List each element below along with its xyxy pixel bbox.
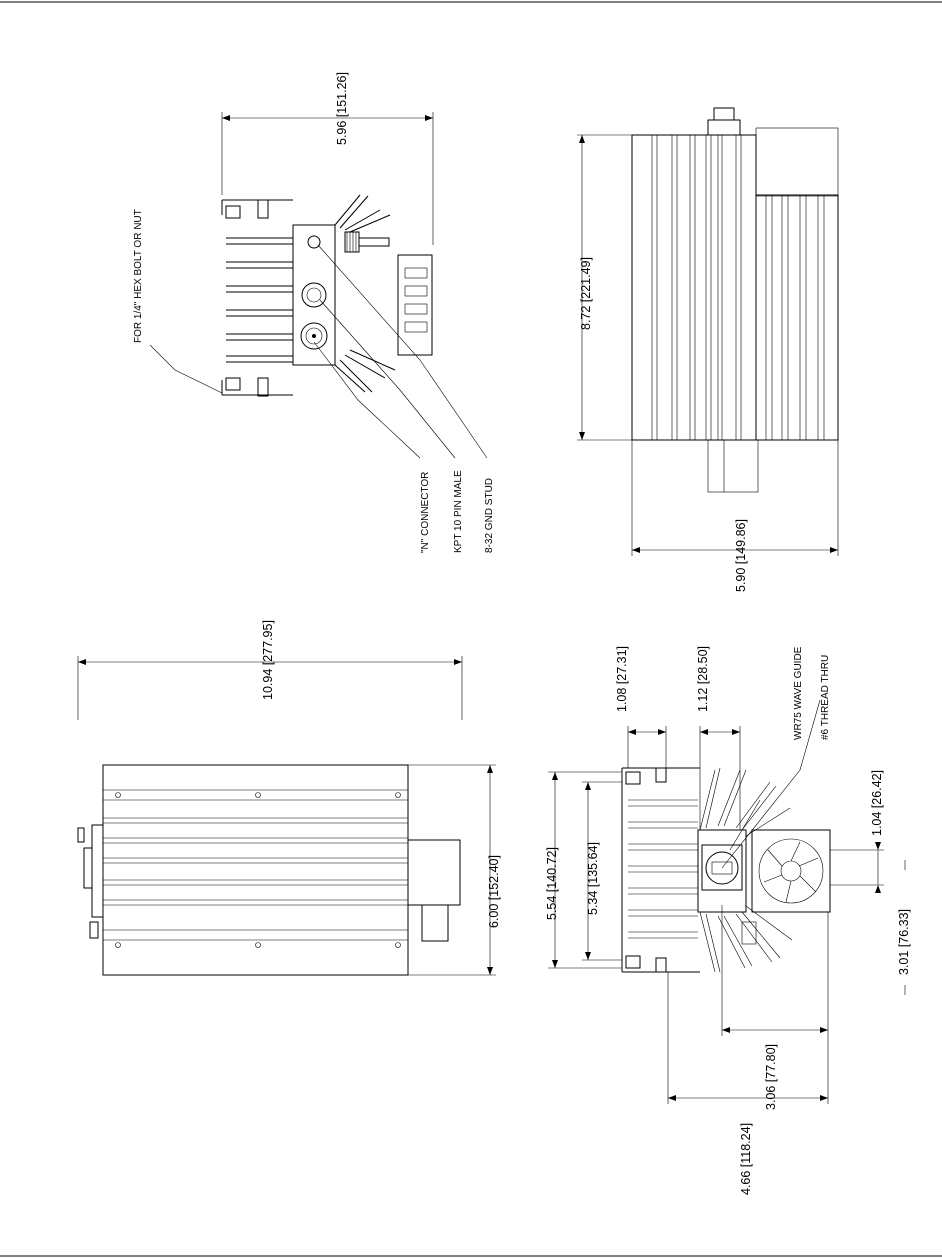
dim-end-3: 5.54 [140.72] [545, 847, 559, 920]
dim-end-1: 1.08 [27.31] [615, 645, 629, 712]
dim-side-depth: 5.90 [149.86] [734, 519, 748, 592]
dim-top-width: 5.96 [151.26] [335, 72, 349, 145]
dim-end-7: 3.06 [77.80] [764, 1043, 778, 1110]
dim-end-2: 1.12 [28.50] [696, 645, 710, 712]
note-gnd-stud: 8-32 GND STUD [484, 477, 495, 553]
end-view [548, 700, 905, 1104]
dim-end-6: 3.01 [76.33] [897, 908, 911, 975]
front-view [78, 656, 496, 975]
gnd-stud-symbol [308, 236, 320, 248]
dim-front-width: 6.00 [152.40] [487, 855, 501, 928]
note-hex-bolt: FOR 1/4" HEX BOLT OR NUT [133, 209, 144, 343]
dim-end-5: 1.04 [26.42] [870, 769, 884, 836]
side-view [577, 108, 838, 556]
fan [752, 830, 830, 912]
dim-side-height: 8.72 [221.49] [579, 257, 593, 330]
note-kpt: KPT 10 PIN MALE [453, 470, 464, 553]
top-view [150, 112, 487, 458]
note-n-connector: "N" CONNECTOR [420, 471, 431, 553]
dim-end-4: 5.34 [135.64] [586, 842, 600, 915]
dim-front-length: 10.94 [277.95] [261, 620, 275, 700]
dim-end-8: 4.66 [118.24] [739, 1122, 753, 1195]
kpt-connector-symbol [302, 283, 326, 307]
note-waveguide: WR75 WAVE GUIDE [793, 646, 804, 740]
note-thread: #6 THREAD THRU [820, 654, 831, 740]
